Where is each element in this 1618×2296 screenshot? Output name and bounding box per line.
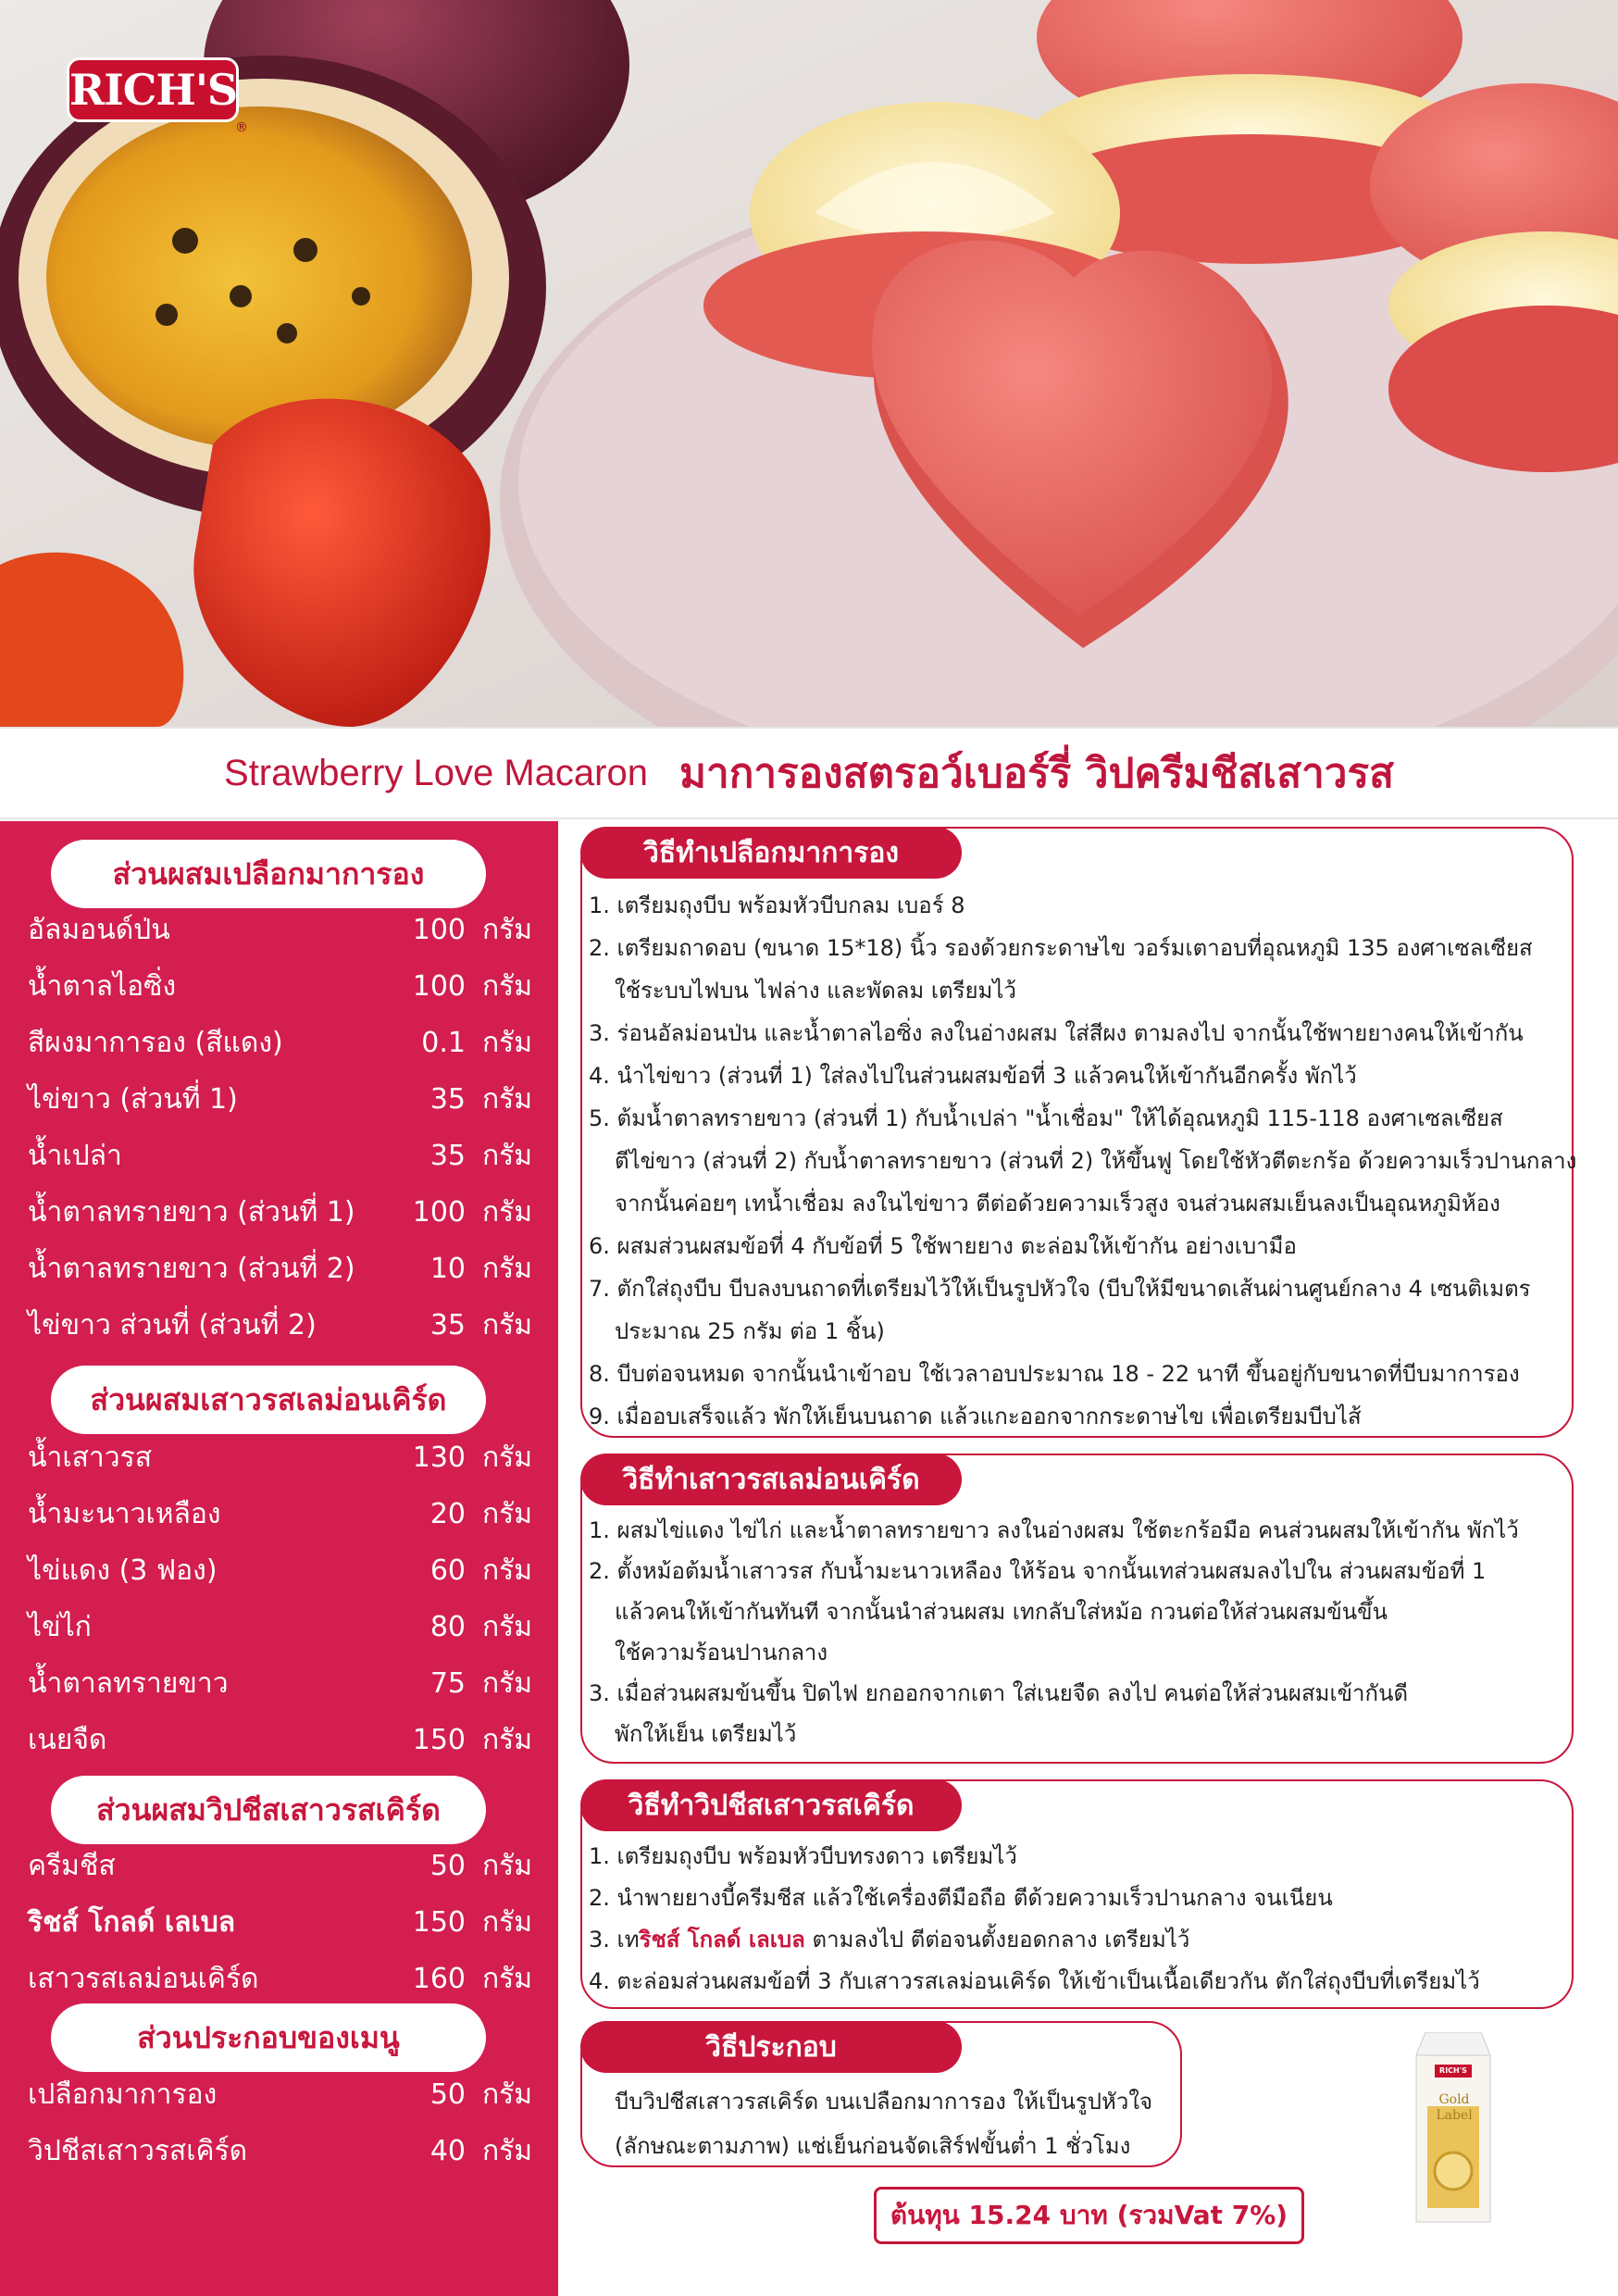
ingredient-unit: กรัม	[481, 914, 532, 946]
ingredient-row	[28, 1600, 532, 1655]
richs-logo	[67, 57, 248, 135]
ingredient-row	[28, 2124, 532, 2179]
ingredient-row	[28, 1543, 532, 1599]
ingredient-qty: 0.1	[421, 1027, 466, 1059]
ingredient-name: ไข่ไก่	[28, 1611, 92, 1643]
method-step-line: 4. นำไข่ขาว (ส่วนที่ 1) ใส่ลงไปในส่วนผสมข้อที่ 3 แล้วคนให้เข้ากันอีกครั้ง พักไว้	[589, 1063, 1357, 1089]
ingredient-name: น้ำตาลทรายขาว (ส่วนที่ 1)	[28, 1196, 355, 1229]
ingredient-unit: กรัม	[481, 1963, 532, 1995]
ingredient-qty: 100	[412, 1196, 466, 1229]
ingredient-row	[28, 1129, 532, 1184]
ingredient-unit: กรัม	[481, 1309, 532, 1341]
ingredient-qty: 35	[429, 1083, 466, 1116]
ingredient-qty: 150	[412, 1906, 466, 1939]
ingredient-name: ไข่ขาว ส่วนที่ (ส่วนที่ 2)	[28, 1309, 317, 1341]
ingredient-row	[28, 1185, 532, 1241]
ingredient-row	[28, 1242, 532, 1297]
carton-line2: Label	[1436, 2108, 1473, 2123]
ingredient-unit: กรัม	[481, 1611, 532, 1643]
ingredient-name: เนยจืด	[28, 1724, 107, 1756]
macaron-photo-illustration	[0, 0, 1618, 727]
ingredient-qty: 130	[412, 1441, 466, 1474]
method-step-line: ใช้ความร้อนปานกลาง	[615, 1640, 828, 1666]
curd-method-heading: วิธีทำเสาวรสเลม่อนเคิร์ด	[580, 1454, 962, 1505]
gold-label-carton-icon	[1407, 2032, 1500, 2227]
method-step-line: 7. ตักใส่ถุงบีบ บีบลงบนถาดที่เตรียมไว้ให้เป็นรูปหัวใจ (บีบให้มีขนาดเส้นผ่านศูนย์กลาง 4 เซนติเมตร	[589, 1276, 1531, 1302]
method-step-line: 9. เมื่ออบเสร็จแล้ว พักให้เย็นบนถาด แล้วแกะออกจากกระดาษไข เพื่อเตรียมบีบไส้	[589, 1404, 1362, 1429]
method-step-line: 3. ร่อนอัลม่อนป่น และน้ำตาลไอซิ่ง ลงในอ่างผสม ใส่สีผง ตามลงไป จากนั้นใช้พายยางคนให้เข้ากัน	[589, 1020, 1524, 1046]
ingredient-qty: 160	[412, 1963, 466, 1995]
method-step-line: ตีไข่ขาว (ส่วนที่ 2) กับน้ำตาลทรายขาว (ส่วนที่ 2) ให้ขึ้นฟู โดยใช้หัวตีตะกร้อ ด้วยความเร็วปานกลาง	[615, 1148, 1577, 1174]
ingredient-name: น้ำตาลทรายขาว (ส่วนที่ 2)	[28, 1253, 355, 1285]
ingredient-row	[28, 1713, 532, 1768]
ingredient-unit: กรัม	[481, 1554, 532, 1587]
ingredient-name: น้ำตาลทรายขาว	[28, 1667, 229, 1700]
ingredient-row	[28, 1072, 532, 1128]
method-step-line: ใช้ระบบไฟบน ไฟล่าง และพัดลม เตรียมไว้	[615, 978, 1016, 1004]
ingredient-row	[28, 1839, 532, 1894]
method-step-line: 3. เมื่อส่วนผสมข้นขึ้น ปิดไฟ ยกออกจากเตา ใส่เนยจืด ลงไป คนต่อให้ส่วนผสมเข้ากันดี	[589, 1680, 1409, 1706]
method-step-line: ประมาณ 25 กรัม ต่อ 1 ชิ้น)	[615, 1318, 885, 1344]
method-step-line: 2. นำพายยางบี้ครีมชีส แล้วใช้เครื่องตีมือถือ ตีด้วยความเร็วปานกลาง จนเนียน	[589, 1885, 1333, 1911]
method-step-line: 5. ต้มน้ำตาลทรายขาว (ส่วนที่ 1) กับน้ำเปล่า "น้ำเชื่อม" ให้ได้อุณหภูมิ 115-118 องศาเซลเซียส	[589, 1105, 1503, 1131]
method-step-line: 1. เตรียมถุงบีบ พร้อมหัวบีบกลม เบอร์ 8	[589, 892, 965, 918]
method-step-line: 1. เตรียมถุงบีบ พร้อมหัวบีบทรงดาว เตรียมไว้	[589, 1843, 1017, 1869]
logo-text: RICH'S	[67, 57, 239, 122]
ingredient-qty: 20	[429, 1498, 466, 1530]
method-step-line: 6. ผสมส่วนผสมข้อที่ 4 กับข้อที่ 5 ใช้พายยาง ตะล่อมให้เข้ากัน อย่างเบามือ	[589, 1233, 1297, 1259]
ingredient-name: น้ำมะนาวเหลือง	[28, 1498, 221, 1530]
whip-method-heading: วิธีทำวิปชีสเสาวรสเคิร์ด	[580, 1779, 962, 1831]
ingredient-name: ริชส์ โกลด์ เลเบล	[28, 1906, 236, 1939]
ingredient-name: ไข่ขาว (ส่วนที่ 1)	[28, 1083, 238, 1116]
step-prefix: 3. เท	[589, 1927, 640, 1953]
ingredient-name: วิปชีสเสาวรสเคิร์ด	[28, 2135, 248, 2167]
title-thai: มาการองสตรอว์เบอร์รี่ วิปครีมชีสเสาวรส	[678, 750, 1394, 797]
ingredient-unit: กรัม	[481, 1027, 532, 1059]
shell-ingredients-heading: ส่วนผสมเปลือกมาการอง	[51, 840, 486, 908]
ingredient-unit: กรัม	[481, 1083, 532, 1116]
method-step-line: 2. ตั้งหม้อต้มน้ำเสาวรส กับน้ำมะนาวเหลือง ให้ร้อน จากนั้นเทส่วนผสมลงไปใน ส่วนผสมข้อที่ 1	[589, 1558, 1487, 1584]
carton-line1: Gold	[1438, 2092, 1470, 2107]
ingredient-row	[28, 1298, 532, 1354]
ingredient-row	[28, 1656, 532, 1712]
ingredient-name: สีผงมาการอง (สีแดง)	[28, 1027, 283, 1059]
ingredient-unit: กรัม	[481, 2135, 532, 2167]
ingredient-name: น้ำตาลไอซิ่ง	[28, 970, 177, 1003]
ingredient-unit: กรัม	[481, 2078, 532, 2111]
method-step-line: จากนั้นค่อยๆ เทน้ำเชื่อม ลงในไข่ขาว ตีต่อด้วยความเร็วสูง จนส่วนผสมเย็นลงเป็นอุณหภูมิห้อง	[615, 1191, 1500, 1217]
step-suffix: ตามลงไป ตีต่อจนตั้งยอดกลาง เตรียมไว้	[804, 1927, 1190, 1953]
title-bar	[0, 727, 1618, 819]
whip-ingredients-heading: ส่วนผสมวิปชีสเสาวรสเคิร์ด	[51, 1776, 486, 1844]
ingredient-unit: กรัม	[481, 1441, 532, 1474]
carton-brand: RICH'S	[1439, 2066, 1467, 2075]
ingredient-unit: กรัม	[481, 1667, 532, 1700]
method-step-line: พักให้เย็น เตรียมไว้	[615, 1721, 797, 1747]
ingredient-name: อัลมอนด์ป่น	[28, 914, 170, 946]
ingredient-unit: กรัม	[481, 1498, 532, 1530]
ingredient-qty: 100	[412, 970, 466, 1003]
ingredient-row	[28, 1487, 532, 1542]
product-highlight: ริชส์ โกลด์ เลเบล	[639, 1927, 805, 1953]
ingredient-unit: กรัม	[481, 1724, 532, 1756]
ingredient-name: ไข่แดง (3 ฟอง)	[28, 1554, 218, 1587]
method-step-line-highlighted	[589, 1921, 1189, 1958]
ingredient-qty: 150	[412, 1724, 466, 1756]
ingredient-name: น้ำเปล่า	[28, 1140, 122, 1172]
method-step-line: บีบวิปชีสเสาวรสเคิร์ด บนเปลือกมาการอง ให้เป็นรูปหัวใจ	[615, 2089, 1153, 2115]
ingredient-unit: กรัม	[481, 1196, 532, 1229]
ingredient-row	[28, 2067, 532, 2123]
ingredient-qty: 40	[429, 2135, 466, 2167]
ingredient-unit: กรัม	[481, 1906, 532, 1939]
ingredient-qty: 50	[429, 1850, 466, 1882]
curd-ingredients-heading: ส่วนผสมเสาวรสเลม่อนเคิร์ด	[51, 1366, 486, 1434]
cost-box: ต้นทุน 15.24 บาท (รวมVat 7%)	[874, 2187, 1304, 2244]
ingredient-name: ครีมชีส	[28, 1850, 116, 1882]
ingredient-qty: 100	[412, 914, 466, 946]
assembly-method-heading: วิธีประกอบ	[580, 2021, 962, 2073]
ingredient-qty: 35	[429, 1309, 466, 1341]
ingredient-row	[28, 1430, 532, 1486]
assembly-ingredients-heading: ส่วนประกอบของเมนู	[51, 2003, 486, 2072]
registered-mark: ®	[235, 120, 248, 135]
ingredient-row	[28, 1016, 532, 1071]
ingredient-unit: กรัม	[481, 1253, 532, 1285]
ingredient-row	[28, 959, 532, 1015]
ingredient-row	[28, 1952, 532, 2007]
ingredient-name: เสาวรสเลม่อนเคิร์ด	[28, 1963, 259, 1995]
ingredient-unit: กรัม	[481, 1140, 532, 1172]
ingredient-name: เปลือกมาการอง	[28, 2078, 218, 2111]
ingredient-row	[28, 903, 532, 958]
method-step-line: แล้วคนให้เข้ากันทันที จากนั้นนำส่วนผสม เทกลับใส่หม้อ กวนต่อให้ส่วนผสมข้นขึ้น	[615, 1599, 1388, 1625]
ingredient-qty: 75	[429, 1667, 466, 1700]
method-step-line: (ลักษณะตามภาพ) แช่เย็นก่อนจัดเสิร์ฟขั้นต่ำ 1 ชั่วโมง	[615, 2133, 1131, 2159]
hero-photo	[0, 0, 1618, 727]
method-step-line: 1. ผสมไข่แดง ไข่ไก่ และน้ำตาลทรายขาว ลงในอ่างผสม ใช้ตะกร้อมือ คนส่วนผสมให้เข้ากัน พักไว้	[589, 1517, 1519, 1543]
method-step-line: 8. บีบต่อจนหมด จากนั้นนำเข้าอบ ใช้เวลาอบประมาณ 18 - 22 นาที ขึ้นอยู่กับขนาดที่บีบมาการอง	[589, 1361, 1520, 1387]
method-step-line: 2. เตรียมถาดอบ (ขนาด 15*18) นิ้ว รองด้วยกระดาษไข วอร์มเตาอบที่อุณหภูมิ 135 องศาเซลเซียส	[589, 935, 1533, 961]
ingredient-row	[28, 1895, 532, 1951]
ingredient-qty: 50	[429, 2078, 466, 2111]
method-step-line: 4. ตะล่อมส่วนผสมข้อที่ 3 กับเสาวรสเลม่อนเคิร์ด ให้เข้าเป็นเนื้อเดียวกัน ตักใส่ถุงบีบที่เตรียมไว้	[589, 1968, 1480, 1994]
title-english: Strawberry Love Macaron	[224, 752, 648, 793]
ingredient-qty: 35	[429, 1140, 466, 1172]
shell-method-heading: วิธีทำเปลือกมาการอง	[580, 827, 962, 879]
ingredient-qty: 80	[429, 1611, 466, 1643]
ingredient-name: น้ำเสาวรส	[28, 1441, 153, 1474]
ingredient-qty: 60	[429, 1554, 466, 1587]
ingredient-qty: 10	[429, 1253, 466, 1285]
ingredient-unit: กรัม	[481, 1850, 532, 1882]
ingredient-unit: กรัม	[481, 970, 532, 1003]
